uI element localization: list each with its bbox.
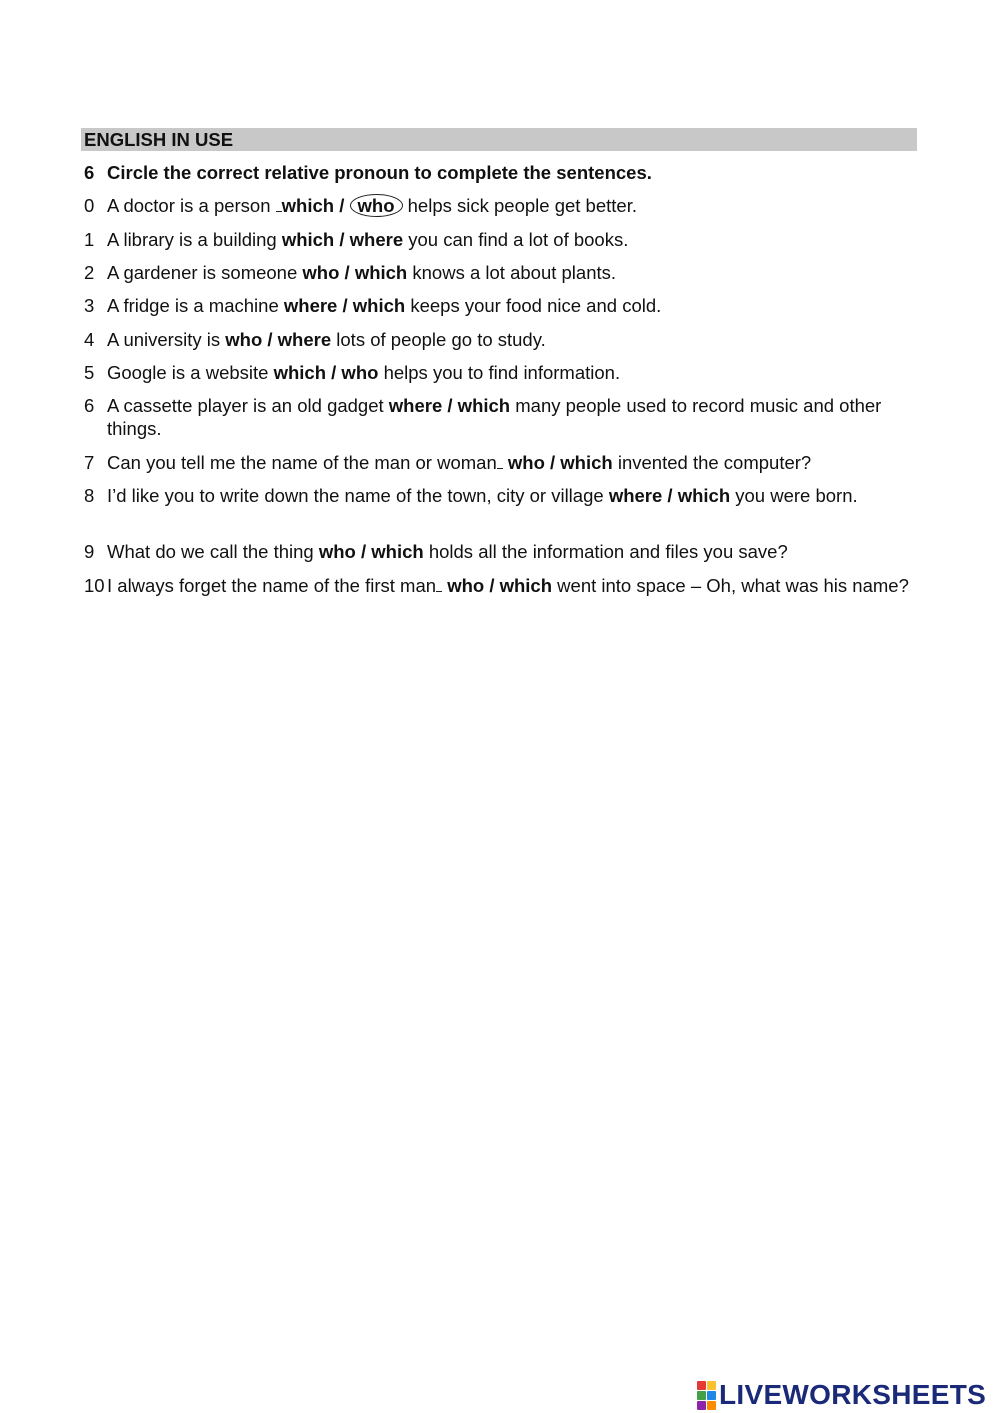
answer-options[interactable]: who / where [225, 329, 332, 350]
item-text-after: holds all the information and files you save? [423, 541, 788, 562]
option-separator: / [334, 195, 350, 216]
exercise-item-4 [84, 328, 917, 351]
answer-blank [497, 451, 503, 469]
logo-block-icon [707, 1401, 716, 1410]
exercise-item-7 [84, 451, 917, 474]
section-title: ENGLISH IN USE [84, 129, 234, 150]
item-number: 0 [84, 195, 95, 216]
exercise-item-9 [84, 540, 917, 563]
item-text-before: Google is a website [107, 362, 274, 383]
answer-options[interactable]: which / where [281, 229, 404, 250]
answer-options[interactable]: where / which [608, 485, 731, 506]
task-instruction [84, 161, 652, 184]
item-text-before: Can you tell me the name of the man or woman [107, 452, 497, 473]
item-number: 7 [84, 452, 95, 473]
item-text-before: I always forget the name of the first man [107, 575, 437, 596]
item-number: 10 [84, 575, 105, 596]
liveworksheets-logo [697, 1378, 986, 1412]
item-text-before: I’d like you to write down the name of the town, city or village [107, 485, 609, 506]
item-number: 2 [84, 262, 95, 283]
item-text-after: helps you to find information. [378, 362, 621, 383]
option-who-circled[interactable]: who [350, 194, 403, 217]
exercise-item-3 [84, 294, 917, 317]
item-number: 6 [84, 395, 95, 416]
item-text-before: A library is a building [107, 229, 282, 250]
item-number: 9 [84, 541, 95, 562]
item-number: 4 [84, 329, 95, 350]
logo-mark-icon [697, 1381, 716, 1410]
exercise-item-2 [84, 261, 917, 284]
answer-blank [436, 574, 442, 592]
answer-options[interactable]: who / which [447, 575, 553, 596]
item-text-after: many people used to record music and other things. [107, 395, 882, 439]
exercise-item-5 [84, 361, 917, 384]
item-text-after: invented the computer? [612, 452, 812, 473]
item-text-after: knows a lot about plants. [407, 262, 617, 283]
exercise-item-8 [84, 484, 917, 507]
item-text-before: What do we call the thing [107, 541, 319, 562]
item-text-after: you were born. [730, 485, 858, 506]
item-text-after: you can find a lot of books. [403, 229, 629, 250]
logo-block-icon [707, 1391, 716, 1400]
logo-block-icon [697, 1391, 706, 1400]
answer-options[interactable]: who / which [507, 452, 613, 473]
task-text: Circle the correct relative pronoun to complete the sentences. [107, 162, 652, 183]
item-number: 8 [84, 485, 95, 506]
answer-options[interactable]: where / which [388, 395, 511, 416]
answer-options[interactable]: which / who [273, 362, 379, 383]
item-text-after: helps sick people get better. [402, 195, 637, 216]
task-number: 6 [84, 162, 95, 183]
item-text-before: A university is [107, 329, 226, 350]
item-text-before: A doctor is a person [107, 195, 276, 216]
item-number: 1 [84, 229, 95, 250]
exercise-item-0 [84, 194, 917, 217]
option-which[interactable]: which [281, 195, 335, 216]
exercise-item-6 [84, 394, 917, 440]
item-text-before: A cassette player is an old gadget [107, 395, 389, 416]
exercise-item-1 [84, 228, 917, 251]
answer-options[interactable]: who / which [318, 541, 424, 562]
item-text-after: keeps your food nice and cold. [405, 295, 662, 316]
logo-block-icon [707, 1381, 716, 1390]
logo-block-icon [697, 1401, 706, 1410]
answer-options[interactable]: where / which [283, 295, 406, 316]
item-text-after: went into space – Oh, what was his name? [552, 575, 909, 596]
item-number: 5 [84, 362, 95, 383]
exercise-item-10 [84, 574, 917, 597]
item-text-before: A gardener is someone [107, 262, 303, 283]
logo-text: LIVEWORKSHEETS [719, 1379, 987, 1410]
logo-block-icon [697, 1381, 706, 1390]
item-text-after: lots of people go to study. [331, 329, 546, 350]
item-text-before: A fridge is a machine [107, 295, 284, 316]
item-number: 3 [84, 295, 95, 316]
answer-options[interactable]: who / which [302, 262, 408, 283]
